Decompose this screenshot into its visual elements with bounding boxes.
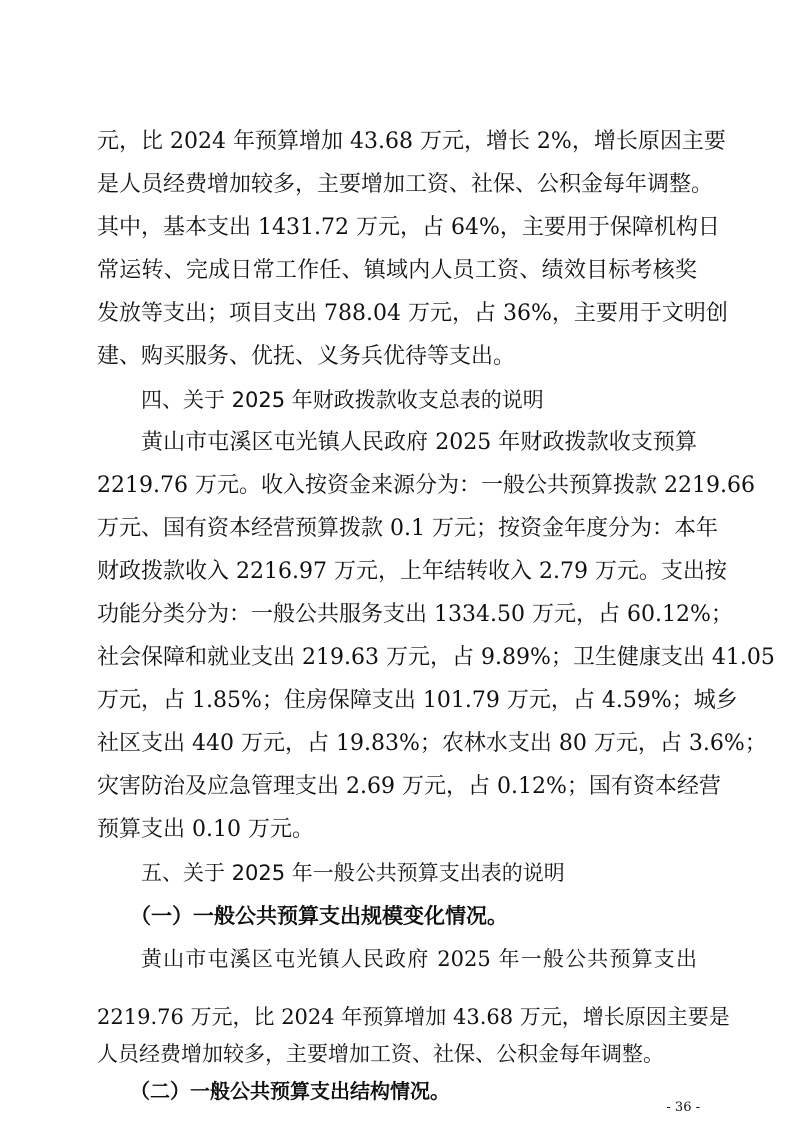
paragraph-line: 2219.76 万元，比 2024 年预算增加 43.68 万元，增长原因主要是: [97, 1005, 730, 1029]
paragraph-line: 灾害防治及应急管理支出 2.69 万元，占 0.12%；国有资本经营: [97, 774, 721, 799]
paragraph-line: 社会保障和就业支出 219.63 万元，占 9.89%；卫生健康支出 41.05: [97, 645, 775, 670]
paragraph-line: 其中，基本支出 1431.72 万元，占 64%，主要用于保障机构日: [97, 215, 720, 240]
paragraph-line: 社区支出 440 万元，占 19.83%；农林水支出 80 万元，占 3.6%；: [97, 731, 767, 756]
paragraph-line: 黄山市屯溪区屯光镇人民政府 2025 年财政拨款收支预算: [141, 430, 697, 455]
subheading-2: （二）一般公共预算支出结构情况。: [130, 1079, 450, 1103]
paragraph-line: 万元，占 1.85%；住房保障支出 101.79 万元，占 4.59%；城乡: [97, 688, 738, 713]
page-number: - 36 -: [666, 1100, 700, 1115]
section-heading-5: 五、关于 2025 年一般公共预算支出表的说明: [141, 861, 565, 885]
paragraph-line: 万元、国有资本经营预算拨款 0.1 万元；按资金年度分为：本年: [97, 516, 718, 541]
paragraph-line: 常运转、完成日常工作任、镇域内人员工资、绩效目标考核奖: [97, 258, 697, 283]
paragraph-line: 建、购买服务、优抚、义务兵优待等支出。: [97, 344, 516, 369]
paragraph-line: 元，比 2024 年预算增加 43.68 万元，增长 2%，增长原因主要: [97, 129, 726, 154]
paragraph-line: 发放等支出；项目支出 788.04 万元，占 36%，主要用于文明创: [97, 301, 728, 326]
paragraph-line: 预算支出 0.10 万元。: [97, 817, 314, 842]
section-heading-4: 四、关于 2025 年财政拨款收支总表的说明: [141, 388, 544, 412]
paragraph-line: 人员经费增加较多，主要增加工资、社保、公积金每年调整。: [97, 1042, 664, 1066]
paragraph-line: 功能分类分为：一般公共服务支出 1334.50 万元，占 60.12%；: [97, 602, 733, 627]
subheading-1: （一）一般公共预算支出规模变化情况。: [130, 904, 508, 928]
paragraph-line: 2219.76 万元。收入按资金来源分为：一般公共预算拨款 2219.66: [97, 473, 755, 498]
paragraph-line: 是人员经费增加较多，主要增加工资、社保、公积金每年调整。: [97, 172, 714, 197]
paragraph-line: 财政拨款收入 2216.97 万元，上年结转收入 2.79 万元。支出按: [97, 559, 727, 584]
paragraph-line: 黄山市屯溪区屯光镇人民政府 2025 年一般公共预算支出: [141, 947, 697, 971]
